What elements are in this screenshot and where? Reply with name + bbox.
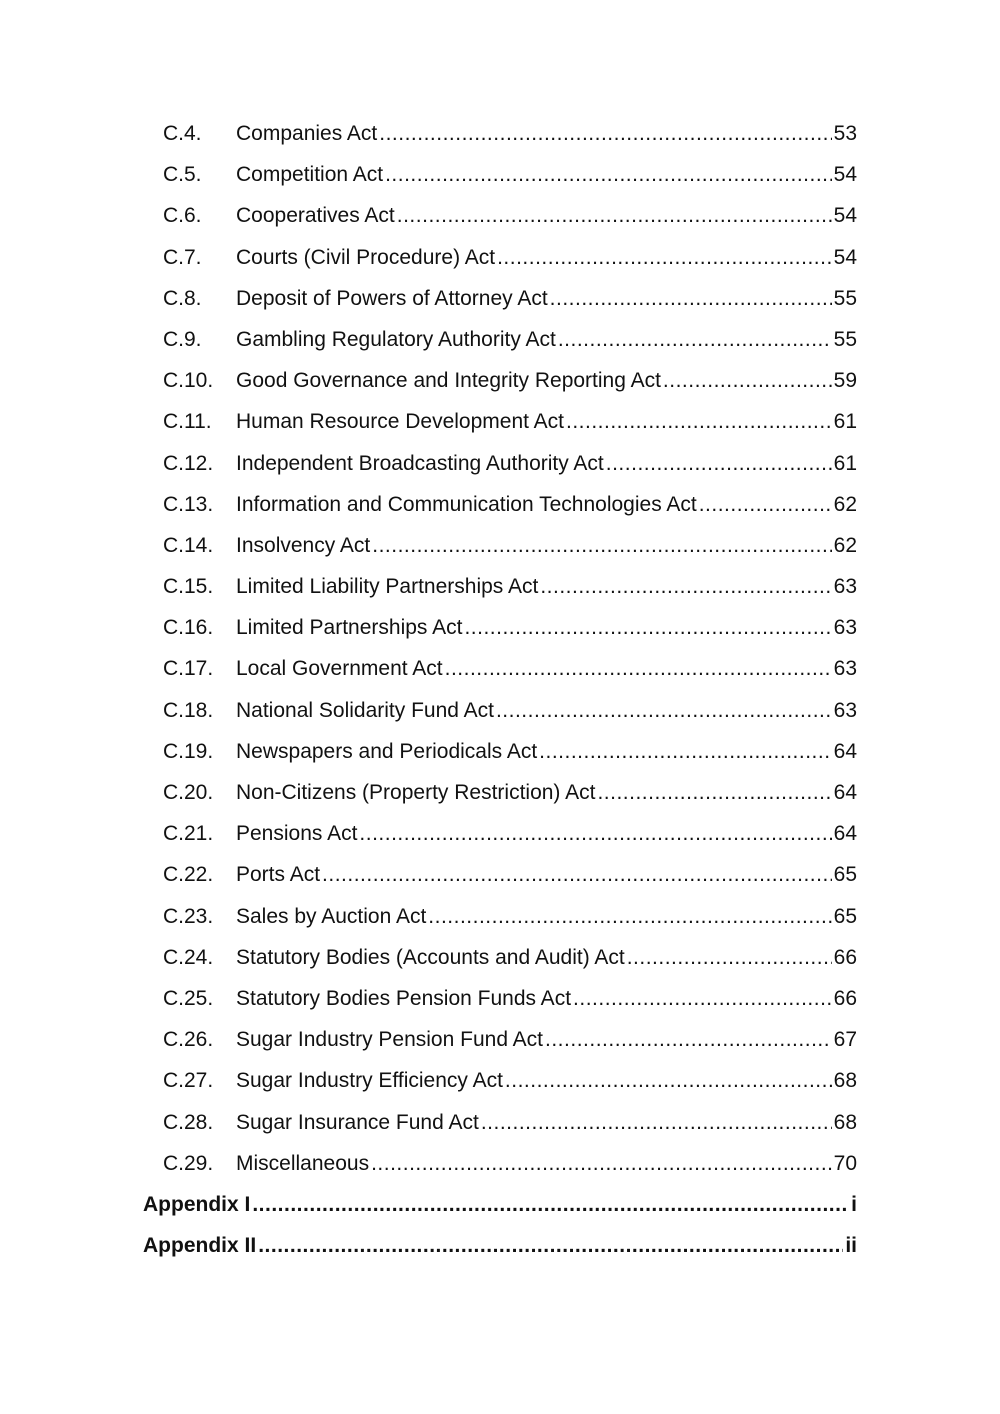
toc-entry-number: C.18. [163, 698, 214, 722]
toc-entry-page[interactable]: 55 [833, 286, 857, 310]
toc-entry-line [236, 896, 857, 937]
toc-entry-number: C.4. [163, 122, 202, 145]
toc-entry[interactable] [0, 690, 1000, 731]
toc-entry-page[interactable]: 54 [833, 204, 857, 228]
toc-entry-page[interactable]: 61 [833, 410, 857, 434]
toc-entry-number: C.17. [163, 657, 214, 681]
toc-entry-line [236, 360, 857, 401]
toc-leader-dots [566, 401, 832, 442]
toc-entry[interactable] [0, 607, 1000, 648]
toc-entry[interactable] [0, 978, 1000, 1019]
toc-entry-page[interactable]: 64 [833, 739, 857, 763]
toc-entry-title[interactable]: Newspapers and Periodicals Act [236, 739, 538, 763]
toc-leader-dots [397, 195, 832, 236]
toc-entry-number: C.29. [163, 1151, 214, 1175]
toc-entry-page[interactable]: 68 [833, 1069, 857, 1093]
toc-leader-dots [385, 154, 832, 195]
toc-entry-number: C.10. [163, 369, 214, 393]
toc-entry-title[interactable]: Companies Act [236, 122, 378, 145]
toc-leader-dots [558, 319, 832, 360]
toc-entry-number: C.26. [163, 1028, 214, 1052]
toc-entry-line [236, 484, 857, 525]
toc-entries [0, 113, 1000, 1184]
toc-appendices [0, 1184, 1000, 1266]
toc-entry-number: C.25. [163, 986, 214, 1010]
toc-entry-title[interactable]: Good Governance and Integrity Reporting Act [236, 369, 661, 393]
toc-leader-dots [545, 1019, 832, 1060]
toc-entry[interactable] [0, 896, 1000, 937]
toc-entry-number: C.14. [163, 533, 214, 557]
toc-leader-dots [539, 731, 831, 772]
toc-entry-page[interactable]: 66 [833, 986, 857, 1010]
toc-leader-dots [550, 278, 832, 319]
toc-leader-dots [379, 113, 831, 154]
toc-leader-dots [540, 566, 831, 607]
toc-entry-title[interactable]: Competition Act [236, 163, 384, 187]
toc-entry[interactable] [0, 195, 1000, 236]
toc-leader-dots [699, 484, 832, 525]
toc-entry-number: C.6. [163, 204, 202, 228]
toc-entry-title[interactable]: Human Resource Development Act [236, 410, 564, 434]
toc-entry-line [236, 195, 857, 236]
toc-entry[interactable] [0, 1019, 1000, 1060]
toc-entry-page[interactable]: 65 [833, 904, 857, 928]
toc-leader-dots [497, 237, 832, 278]
toc-entry-number: C.15. [163, 575, 214, 599]
toc-entry-line [236, 607, 857, 648]
toc-leader-dots [371, 1143, 832, 1184]
toc-entry[interactable] [0, 1102, 1000, 1143]
toc-entry-title[interactable]: Non-Citizens (Property Restriction) Act [236, 781, 596, 804]
toc-entry-title[interactable]: Cooperatives Act [236, 204, 395, 228]
toc-entry-number: C.12. [163, 451, 214, 475]
toc-entry-page[interactable]: 70 [833, 1151, 857, 1175]
toc-appendix-line [143, 1184, 857, 1225]
toc-entry-line [236, 1019, 857, 1060]
toc-entry-line [236, 937, 857, 978]
toc-entry-line [236, 278, 857, 319]
toc-entry-line [236, 154, 857, 195]
toc-leader-dots [481, 1102, 832, 1143]
toc-appendix-line [143, 1225, 857, 1266]
toc-entry-number: C.7. [163, 245, 202, 269]
toc-entry-page[interactable]: 67 [833, 1028, 857, 1052]
toc-entry[interactable] [0, 1143, 1000, 1184]
toc-entry-page[interactable]: 63 [833, 616, 857, 640]
toc-leader-dots [597, 772, 831, 813]
table-of-contents [0, 113, 1000, 1266]
toc-entry-line [236, 854, 857, 895]
toc-entry-title[interactable]: Information and Communication Technologies Act [236, 492, 697, 516]
toc-entry-number: C.24. [163, 945, 214, 969]
toc-leader-dots [445, 648, 832, 689]
toc-entry-line [236, 1102, 857, 1143]
toc-entry-title[interactable]: Gambling Regulatory Authority Act [236, 327, 556, 351]
toc-entry[interactable] [0, 854, 1000, 895]
toc-appendix-page[interactable]: i [851, 1192, 857, 1216]
toc-entry-title[interactable]: Statutory Bodies (Accounts and Audit) Act [236, 945, 625, 969]
toc-entry[interactable] [0, 1060, 1000, 1101]
toc-entry-page[interactable]: 65 [833, 863, 857, 887]
toc-entry[interactable] [0, 566, 1000, 607]
toc-entry-number: C.5. [163, 163, 202, 187]
toc-appendix[interactable] [0, 1184, 1000, 1225]
toc-entry-line [236, 648, 857, 689]
toc-entry-title[interactable]: Independent Broadcasting Authority Act [236, 451, 604, 475]
toc-entry-line [236, 319, 857, 360]
toc-entry[interactable] [0, 443, 1000, 484]
toc-entry-title[interactable]: Local Government Act [236, 657, 443, 681]
toc-entry[interactable] [0, 113, 1000, 154]
toc-entry-page[interactable]: 64 [833, 822, 857, 846]
toc-entry-number: C.8. [163, 286, 202, 310]
toc-leader-dots [663, 360, 832, 401]
toc-entry-page[interactable]: 62 [833, 492, 857, 516]
toc-leader-dots [372, 525, 831, 566]
toc-entry-line [236, 443, 857, 484]
toc-entry-title[interactable]: Ports Act [236, 863, 321, 887]
toc-entry-number: C.27. [163, 1069, 214, 1093]
toc-leader-dots [606, 443, 832, 484]
toc-entry-title[interactable]: Miscellaneous [236, 1151, 370, 1175]
toc-entry-title[interactable]: Sugar Insurance Fund Act [236, 1110, 479, 1134]
toc-entry-number: C.23. [163, 904, 214, 928]
toc-entry-line [236, 978, 857, 1019]
toc-leader-dots [359, 813, 831, 854]
toc-leader-dots [252, 1184, 849, 1225]
toc-entry[interactable] [0, 648, 1000, 689]
toc-entry-title[interactable]: Sugar Industry Pension Fund Act [236, 1028, 544, 1052]
toc-entry[interactable] [0, 937, 1000, 978]
toc-entry-number: C.11. [163, 410, 212, 434]
toc-leader-dots [573, 978, 832, 1019]
toc-entry-line [236, 237, 857, 278]
toc-leader-dots [464, 607, 831, 648]
toc-entry-number: C.13. [163, 492, 214, 516]
toc-leader-dots [505, 1060, 832, 1101]
toc-entry-line [236, 566, 857, 607]
toc-entry-title[interactable]: Limited Partnerships Act [236, 616, 463, 640]
toc-entry[interactable] [0, 731, 1000, 772]
toc-entry-page[interactable]: 63 [833, 575, 857, 599]
toc-entry-line [236, 525, 857, 566]
toc-leader-dots [428, 896, 831, 937]
toc-entry-page[interactable]: 54 [833, 245, 857, 269]
toc-entry-line [236, 690, 857, 731]
toc-entry[interactable] [0, 484, 1000, 525]
toc-entry-number: C.19. [163, 739, 214, 763]
toc-entry[interactable] [0, 278, 1000, 319]
toc-entry-number: C.20. [163, 781, 214, 804]
toc-entry-number: C.28. [163, 1110, 214, 1134]
toc-entry-title[interactable]: Limited Liability Partnerships Act [236, 575, 539, 599]
toc-entry-number: C.21. [163, 822, 214, 846]
toc-entry-page[interactable]: 66 [833, 945, 857, 969]
toc-entry-page[interactable]: 63 [833, 698, 857, 722]
toc-entry-page[interactable]: 53 [833, 122, 857, 145]
toc-entry-title[interactable]: Deposit of Powers of Attorney Act [236, 286, 548, 310]
toc-entry[interactable] [0, 319, 1000, 360]
toc-leader-dots [627, 937, 832, 978]
toc-entry-page[interactable]: 59 [833, 369, 857, 393]
toc-appendix[interactable] [0, 1225, 1000, 1266]
toc-entry-title[interactable]: Pensions Act [236, 822, 358, 846]
toc-entry-page[interactable]: 68 [833, 1110, 857, 1134]
toc-entry-line [236, 772, 857, 813]
toc-entry[interactable] [0, 813, 1000, 854]
toc-entry[interactable] [0, 525, 1000, 566]
toc-entry-number: C.9. [163, 327, 202, 351]
toc-entry[interactable] [0, 360, 1000, 401]
toc-entry-page[interactable]: 64 [833, 781, 857, 804]
toc-entry[interactable] [0, 772, 1000, 813]
toc-entry-page[interactable]: 61 [833, 451, 857, 475]
toc-entry-title[interactable]: National Solidarity Fund Act [236, 698, 494, 722]
toc-entry-line [236, 731, 857, 772]
toc-entry-line [236, 1060, 857, 1101]
toc-leader-dots [258, 1225, 843, 1266]
toc-entry-line [236, 113, 857, 154]
toc-appendix-title[interactable]: Appendix I [143, 1192, 251, 1216]
toc-entry-page[interactable]: 63 [833, 657, 857, 681]
toc-entry-title[interactable]: Sales by Auction Act [236, 904, 427, 928]
toc-entry[interactable] [0, 401, 1000, 442]
toc-entry-page[interactable]: 62 [833, 533, 857, 557]
toc-entry-title[interactable]: Insolvency Act [236, 533, 371, 557]
toc-entry-number: C.16. [163, 616, 214, 640]
toc-entry-number: C.22. [163, 863, 214, 887]
toc-entry-title[interactable]: Sugar Industry Efficiency Act [236, 1069, 503, 1093]
toc-leader-dots [496, 690, 832, 731]
toc-entry-page[interactable]: 54 [833, 163, 857, 187]
toc-appendix-title[interactable]: Appendix II [143, 1234, 257, 1258]
toc-entry[interactable] [0, 154, 1000, 195]
toc-appendix-page[interactable]: ii [845, 1234, 857, 1258]
toc-entry-page[interactable]: 55 [833, 327, 857, 351]
toc-entry-line [236, 1143, 857, 1184]
toc-entry-line [236, 813, 857, 854]
toc-entry-line [236, 401, 857, 442]
toc-entry[interactable] [0, 237, 1000, 278]
toc-entry-title[interactable]: Statutory Bodies Pension Funds Act [236, 986, 572, 1010]
toc-leader-dots [322, 854, 832, 895]
toc-entry-title[interactable]: Courts (Civil Procedure) Act [236, 245, 496, 269]
